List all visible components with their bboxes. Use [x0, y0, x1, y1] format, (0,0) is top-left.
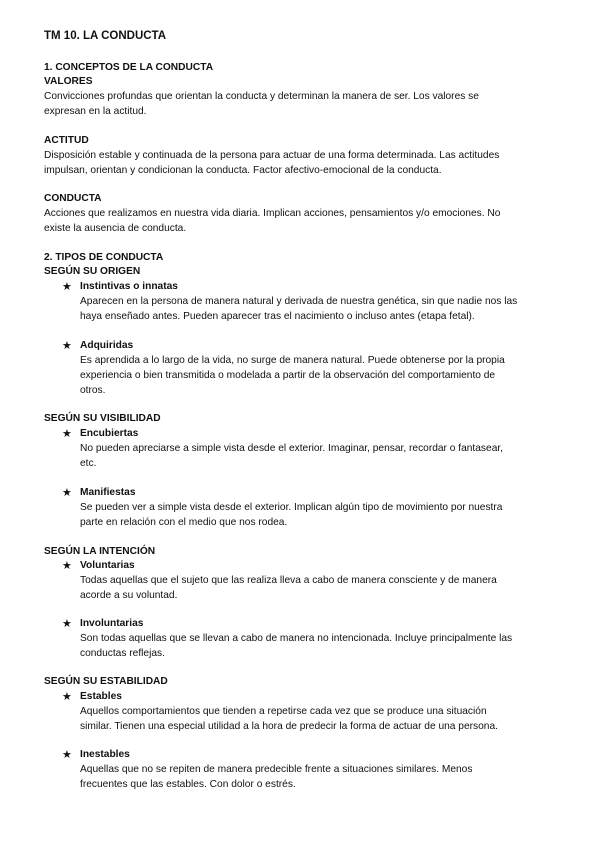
paragraph-line: experiencia o bien transmitida o modelada a partir de la observación del comportamiento de [80, 370, 496, 381]
paragraph-line: Es aprendida a lo largo de la vida, no surge de manera natural. Puede obtenerse por la propia [80, 355, 505, 366]
paragraph-line: Son todas aquellas que se llevan a cabo de manera no intencionada. Incluye principalmente las [80, 633, 513, 644]
paragraph-line: conductas reflejas. [80, 648, 165, 659]
paragraph-line: expresan en la actitud. [44, 106, 147, 117]
paragraph-line: Disposición estable y continuada de la persona para actuar de una forma determinada. Las actitudes [44, 150, 500, 161]
paragraph-line: etc. [80, 458, 97, 469]
star-bullet-icon: ★ [62, 617, 72, 630]
paragraph-line: Todas aquellas que el sujeto que las realiza lleva a cabo de manera consciente y de manera [80, 575, 497, 586]
paragraph-line: haya enseñado antes. Pueden aparecer tras el nacimiento o incluso antes (etapa fetal). [80, 311, 475, 322]
star-bullet-icon: ★ [62, 748, 72, 761]
subsection-heading-origen: SEGÚN SU ORIGEN [44, 266, 141, 277]
term-heading-valores: VALORES [44, 76, 93, 87]
page-title: TM 10. LA CONDUCTA [44, 30, 167, 42]
paragraph-line: Convicciones profundas que orientan la conducta y determinan la manera de ser. Los valores se [44, 91, 479, 102]
list-item-title: Adquiridas [80, 340, 134, 351]
list-item-title: Inestables [80, 749, 130, 760]
subsection-heading-visibilidad: SEGÚN SU VISIBILIDAD [44, 413, 161, 424]
list-item-title: Voluntarias [80, 560, 135, 571]
term-heading-conducta: CONDUCTA [44, 193, 102, 204]
star-bullet-icon: ★ [62, 280, 72, 293]
paragraph-line: impulsan, orientan y condicionan la conducta. Factor afectivo-emocional de la conducta. [44, 165, 442, 176]
section-heading: 2. TIPOS DE CONDUCTA [44, 252, 164, 263]
paragraph-line: similar. Tienen una especial utilidad a la hora de predecir la forma de actuar de una persona. [80, 721, 498, 732]
paragraph-line: Aparecen en la persona de manera natural y derivada de nuestra genética, sin que nadie nos las [80, 296, 518, 307]
paragraph-line: Aquellas que no se repiten de manera predecible frente a situaciones similares. Menos [80, 764, 473, 775]
star-bullet-icon: ★ [62, 690, 72, 703]
list-item-title: Encubiertas [80, 428, 139, 439]
paragraph-line: Aquellos comportamientos que tienden a repetirse cada vez que se produce una situación [80, 706, 487, 717]
star-bullet-icon: ★ [62, 339, 72, 352]
star-bullet-icon: ★ [62, 427, 72, 440]
star-bullet-icon: ★ [62, 559, 72, 572]
section-heading: 1. CONCEPTOS DE LA CONDUCTA [44, 62, 214, 73]
subsection-heading-intencion: SEGÚN LA INTENCIÓN [44, 546, 156, 557]
subsection-heading-estabilidad: SEGÚN SU ESTABILIDAD [44, 676, 168, 687]
paragraph-line: otros. [80, 385, 106, 396]
paragraph-line: Se pueden ver a simple vista desde el exterior. Implican algún tipo de movimiento por nuestra [80, 502, 503, 513]
list-item-title: Manifiestas [80, 487, 136, 498]
paragraph-line: No pueden apreciarse a simple vista desde el exterior. Imaginar, pensar, recordar o fantasear, [80, 443, 504, 454]
paragraph-line: acorde a su voluntad. [80, 590, 178, 601]
list-item-title: Estables [80, 691, 122, 702]
paragraph-line: parte en relación con el medio que nos rodea. [80, 517, 288, 528]
paragraph-line: existe la ausencia de conducta. [44, 223, 187, 234]
list-item-title: Instintivas o innatas [80, 281, 178, 292]
paragraph-line: Acciones que realizamos en nuestra vida diaria. Implican acciones, pensamientos y/o emociones. No [44, 208, 501, 219]
term-heading-actitud: ACTITUD [44, 135, 89, 146]
star-bullet-icon: ★ [62, 486, 72, 499]
paragraph-line: frecuentes que las estables. Con dolor o estrés. [80, 779, 296, 790]
list-item-title: Involuntarias [80, 618, 144, 629]
